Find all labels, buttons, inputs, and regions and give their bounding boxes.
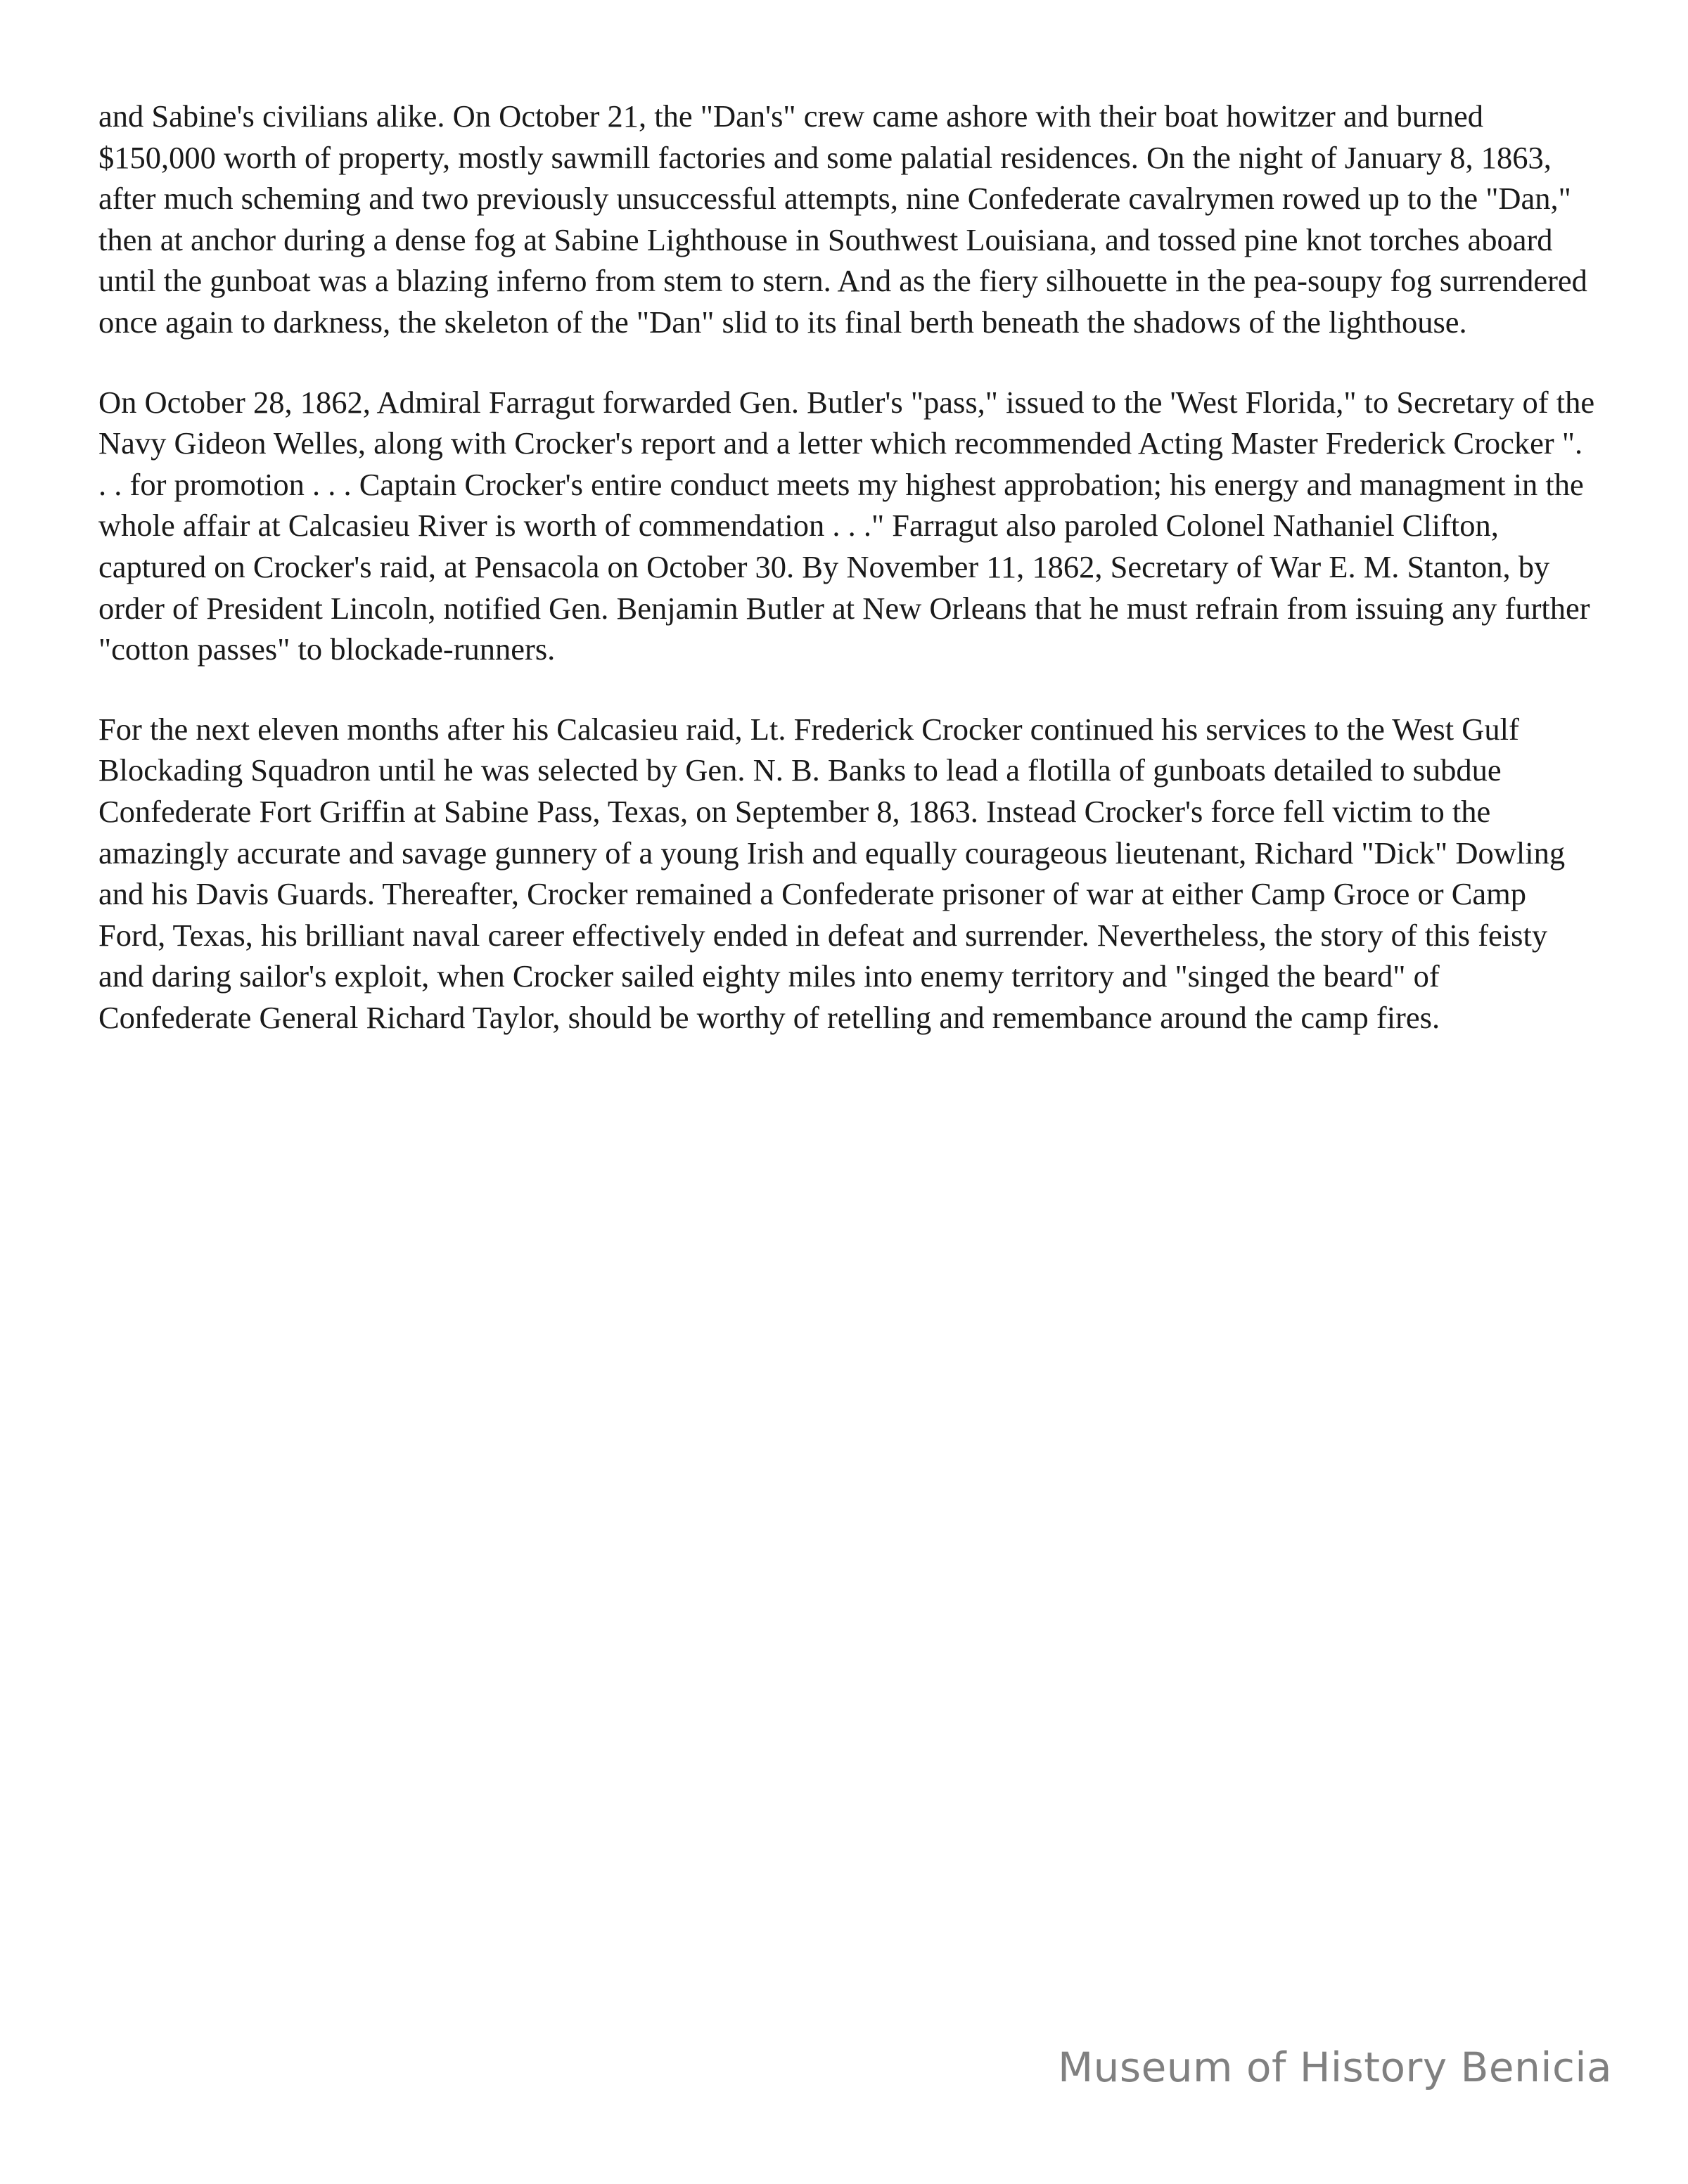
- document-body: [98, 96, 1597, 1038]
- paragraph-2: On October 28, 1862, Admiral Farragut forwarded Gen. Butler's "pass," issued to the 'West Florida," to Secretary of the Navy Gideon Welles, along with Crocker's report and a letter which recommended Acting Master Frederick Crocker ". . . for promotion . . . Captain Crocker's entire conduct meets my highest approbation; his energy and managment in the whole affair at Calcasieu River is worth of commendation . . ." Farragut also paroled Colonel Nathaniel Clifton, captured on Crocker's raid, at Pensacola on October 30. By November 11, 1862, Secretary of War E. M. Stanton, by order of President Lincoln, notified Gen. Benjamin Butler at New Orleans that he must refrain from issuing any further "cotton passes" to blockade-runners.: [98, 384, 1595, 667]
- paragraph-1: and Sabine's civilians alike. On October 21, the "Dan's" crew came ashore with their boat howitzer and burned $150,000 worth of property, mostly sawmill factories and some palatial residences. On the night of January 8, 1863, after much scheming and two previously unsuccessful attempts, nine Confederate cavalrymen rowed up to the "Dan," then at anchor during a dense fog at Sabine Lighthouse in Southwest Louisiana, and tossed pine knot torches aboard until the gunboat was a blazing inferno from stem to stern. And as the fiery silhouette in the pea-soupy fog surrendered once again to darkness, the skeleton of the "Dan" slid to its final berth beneath the shadows of the lighthouse.: [98, 98, 1587, 340]
- museum-watermark: Museum of History Benicia: [1058, 2043, 1612, 2091]
- paragraph-3: For the next eleven months after his Calcasieu raid, Lt. Frederick Crocker continued his services to the West Gulf Blockading Squadron until he was selected by Gen. N. B. Banks to lead a flotilla of gunboats detailed to subdue Confederate Fort Griffin at Sabine Pass, Texas, on September 8, 1863. Instead Crocker's force fell victim to the amazingly accurate and savage gunnery of a young Irish and equally courageous lieutenant, Richard "Dick" Dowling and his Davis Guards. Thereafter, Crocker remained a Confederate prisoner of war at either Camp Groce or Camp Ford, Texas, his brilliant naval career effectively ended in defeat and surrender. Nevertheless, the story of this feisty and daring sailor's exploit, when Crocker sailed eighty miles into enemy territory and "singed the beard" of Confederate General Richard Taylor, should be worthy of retelling and remembance around the camp fires.: [98, 711, 1566, 1035]
